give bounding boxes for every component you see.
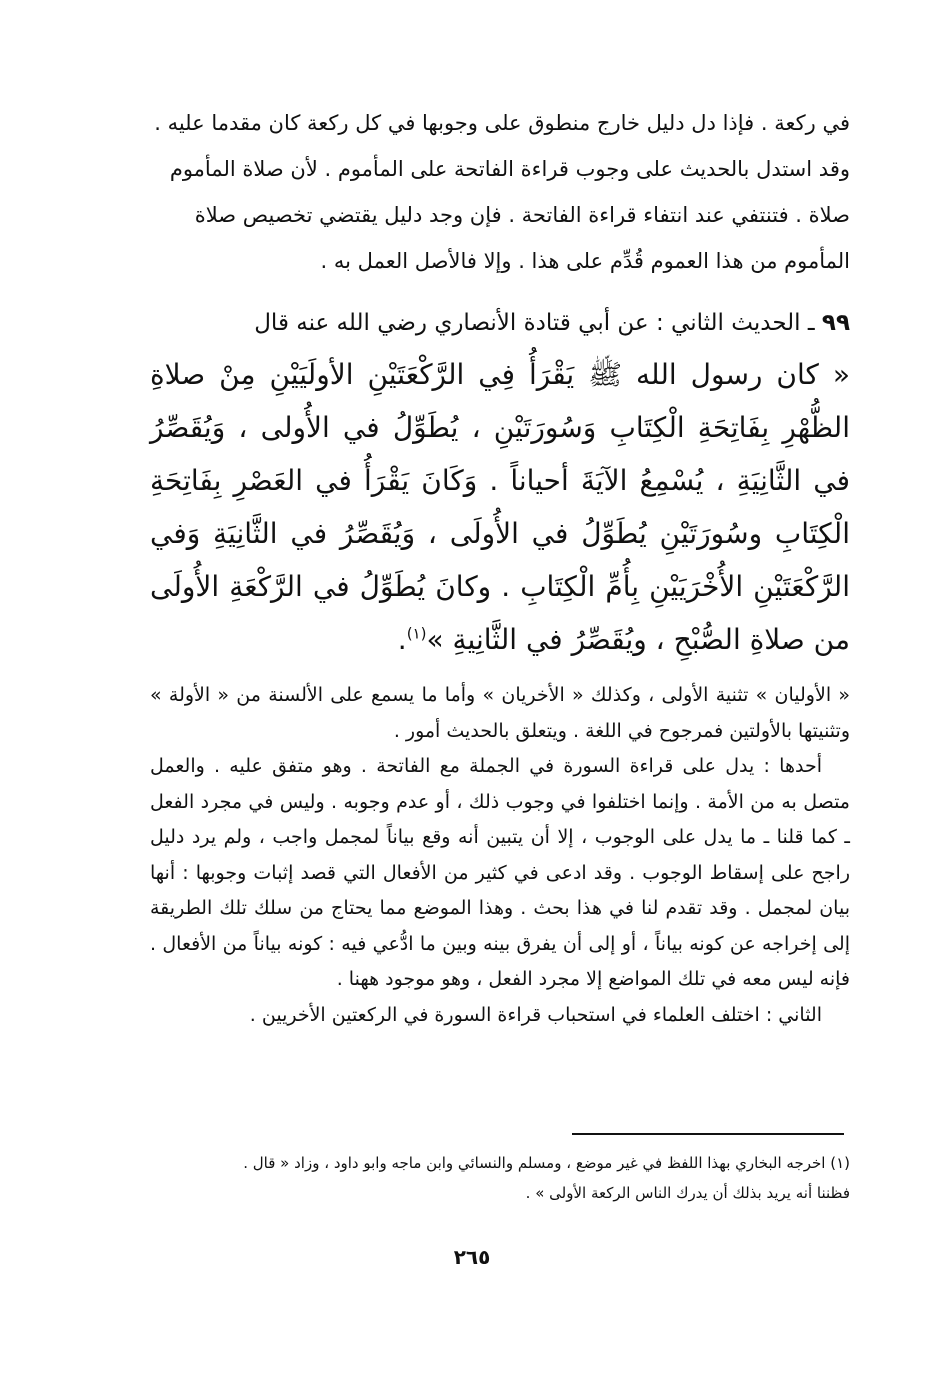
footnote-line: (١) اخرجه البخاري بهذا اللفظ في غير موضع ، ومسلم والنسائي وابن ماجه وابو داود ، وزاد « قال . (243, 1154, 850, 1172)
intro-line: في ركعة . فإذا دل دليل خارج منطوق على وجوبها في كل ركعة كان مقدما عليه . (154, 111, 850, 135)
hadith-end-mark: . (397, 623, 407, 656)
hadith-number: ٩٩ (821, 310, 850, 336)
intro-line: وقد استدل بالحديث على وجوب قراءة الفاتحة على المأموم . لأن صلاة المأموم (169, 157, 850, 181)
footnote-reference: (١) (406, 624, 427, 643)
intro-section (150, 100, 850, 284)
commentary-paragraph: « الأوليان » تثنية الأولى ، وكذلك « الأخريان » وأما ما يسمع على الألسنة من « الأولة » وتثنيتها بالأولتين فمرجوح في اللغة . ويتعلق بالحديث أمور . (150, 684, 850, 742)
hadith-heading-text: ـ الحديث الثاني : عن أبي قتادة الأنصاري رضي الله عنه قال (254, 310, 815, 336)
hadith-block (150, 298, 850, 666)
commentary-paragraph: أحدها : يدل على قراءة السورة في الجملة مع الفاتحة . وهو متفق عليه . والعمل متصل به من الأمة . وإنما اختلفوا في وجوب ذلك ، أو عدم وجوبه . وليس في مجرد الفعل ـ كما قلنا ـ ما يدل على الوجوب ، إلا أن يتبين أنه وقع بياناً لمجمل واجب ، ولم يرد دليل راجح على إسقاط الوجوب . وقد ادعى في كثير من الأفعال التي قصد إثبات وجوبها : أنها بيان لمجمل . وقد تقدم لنا في هذا بحث . وهذا الموضع مما يحتاج من سلك تلك الطريقة إلى إخراجه عن كونه بياناً ، أو إلى أن يفرق بينه وبين ما ادُّعي فيه : كونه بياناً من الأفعال . فإنه ليس معه في تلك المواضع إلا مجرد الفعل ، وهو موجود ههنا . (150, 755, 850, 990)
page-body (150, 100, 850, 1033)
footnote-divider (572, 1133, 844, 1135)
intro-line: صلاة . فتنتفي عند انتفاء قراءة الفاتحة . فإن وجد دليل يقتضي تخصيص صلاة (194, 203, 850, 227)
commentary-section (150, 678, 850, 1033)
page-number: ٢٦٥ (453, 1245, 491, 1269)
footnote-line: فظننا أنه يريد بذلك أن يدرك الناس الركعة الأولى » . (525, 1184, 850, 1202)
hadith-text (150, 348, 850, 666)
intro-line: المأموم من هذا العموم قُدِّم على هذا . وإلا فالأصل العمل به . (320, 249, 850, 273)
hadith-heading (150, 298, 850, 348)
commentary-paragraph: الثاني : اختلف العلماء في استحباب قراءة السورة في الركعتين الأخريين . (249, 1003, 822, 1026)
footnote (140, 1148, 850, 1208)
hadith-body: « كان رسول الله ﷺ يَقْرَأُ فِي الرَّكْعَتَيْنِ الأولَيَيْنِ مِنْ صلاةِ الظُّهْرِ بِفَاتِحَةِ الْكِتَابِ وَسُورَتَيْنِ ، يُطَوِّلُ في الأُولى ، وَيُقَصِّرُ في الثَّانِيَةِ ، يُسْمِعُ الآيَةَ أحياناً . وَكَانَ يَقْرَأُ في العَصْرِ بِفَاتِحَةِ الْكِتَابِ وسُورَتَيْنِ يُطَوِّلُ في الأُولَى ، وَيُقَصِّرُ في الثَّانِيَةِ وَفي الرَّكْعَتَيْنِ الأُخْرَيَيْنِ بِأُمِّ الْكِتَابِ . وكانَ يُطَوِّلُ في الرَّكْعَةِ الأُولَى من صلاةِ الصُّبْحِ ، ويُقَصِّرُ في الثَّانِيةِ » (150, 358, 850, 656)
